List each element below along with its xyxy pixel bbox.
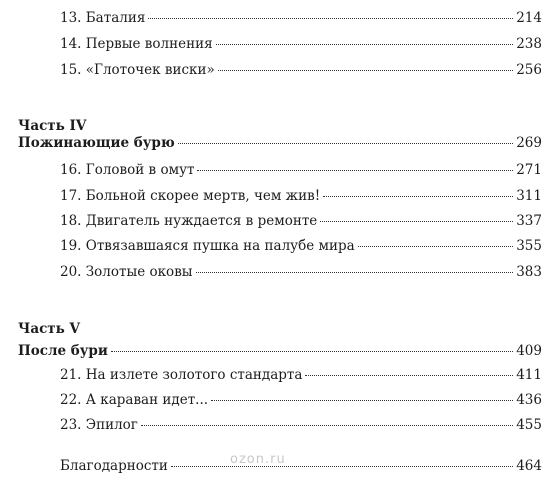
dot-leader [171, 466, 513, 467]
toc-entry-page: 269 [516, 135, 542, 151]
toc-entry-title: 18. Двигатель нуждается в ремонте [60, 213, 318, 229]
toc-entry-page: 455 [516, 417, 542, 433]
dot-leader [216, 44, 514, 45]
dot-leader [178, 143, 514, 144]
dot-leader [141, 425, 513, 426]
toc-entry-page: 214 [516, 10, 542, 26]
toc-entry-page: 355 [516, 238, 542, 254]
toc-entry [60, 237, 542, 255]
dot-leader [323, 196, 513, 197]
toc-entry-title: 22. А караван идет... [60, 392, 209, 408]
toc-entry [60, 35, 542, 53]
toc-entry [60, 416, 542, 434]
dot-leader [111, 351, 513, 352]
toc-entry-page: 411 [516, 367, 542, 383]
acknowledgements-entry [60, 457, 542, 475]
toc-entry [60, 9, 542, 27]
toc-entry-page: 464 [516, 458, 542, 474]
dot-leader [148, 18, 513, 19]
toc-entry-title: 17. Больной скорее мертв, чем жив! [60, 188, 321, 204]
toc-section-title: После бури [18, 343, 108, 359]
dot-leader [305, 375, 513, 376]
toc-entry-title: 20. Золотые оковы [60, 264, 193, 280]
toc-entry-page: 383 [516, 264, 542, 280]
toc-entry-page: 238 [516, 36, 542, 52]
toc-entry [60, 366, 542, 384]
part-4-heading: Часть IV [18, 118, 87, 134]
toc-entry-title: 19. Отвязавшаяся пушка на палубе мира [60, 238, 355, 254]
dot-leader [211, 400, 513, 401]
toc-entry-page: 256 [516, 62, 542, 78]
toc-entry-title: 15. «Глоточек виски» [60, 62, 215, 78]
toc-entry-page: 436 [516, 392, 542, 408]
toc-entry [60, 391, 542, 409]
part-5-section-entry [18, 342, 542, 360]
dot-leader [196, 272, 514, 273]
toc-entry-title: 23. Эпилог [60, 417, 138, 433]
toc-entry-title: 14. Первые волнения [60, 36, 213, 52]
toc-entry-page: 409 [516, 343, 542, 359]
dot-leader [320, 221, 513, 222]
toc-entry-page: 337 [516, 213, 542, 229]
dot-leader [218, 70, 513, 71]
ozon-watermark: ozon.ru [230, 452, 286, 467]
toc-section-title: Пожинающие бурю [18, 135, 175, 151]
dot-leader [358, 246, 514, 247]
toc-entry-title: 16. Головой в омут [60, 162, 195, 178]
dot-leader [197, 170, 513, 171]
toc-entry [60, 212, 542, 230]
toc-entry [60, 61, 542, 79]
toc-entry [60, 187, 542, 205]
part-5-heading: Часть V [18, 321, 80, 337]
toc-entry-title: 21. На излете золотого стандарта [60, 367, 303, 383]
toc-entry-title: 13. Баталия [60, 10, 146, 26]
toc-entry-page: 311 [516, 188, 542, 204]
toc-entry-title: Благодарности [60, 458, 168, 474]
toc-entry [60, 263, 542, 281]
toc-entry [60, 161, 542, 179]
part-4-section-entry [18, 134, 542, 152]
toc-entry-page: 271 [516, 162, 542, 178]
